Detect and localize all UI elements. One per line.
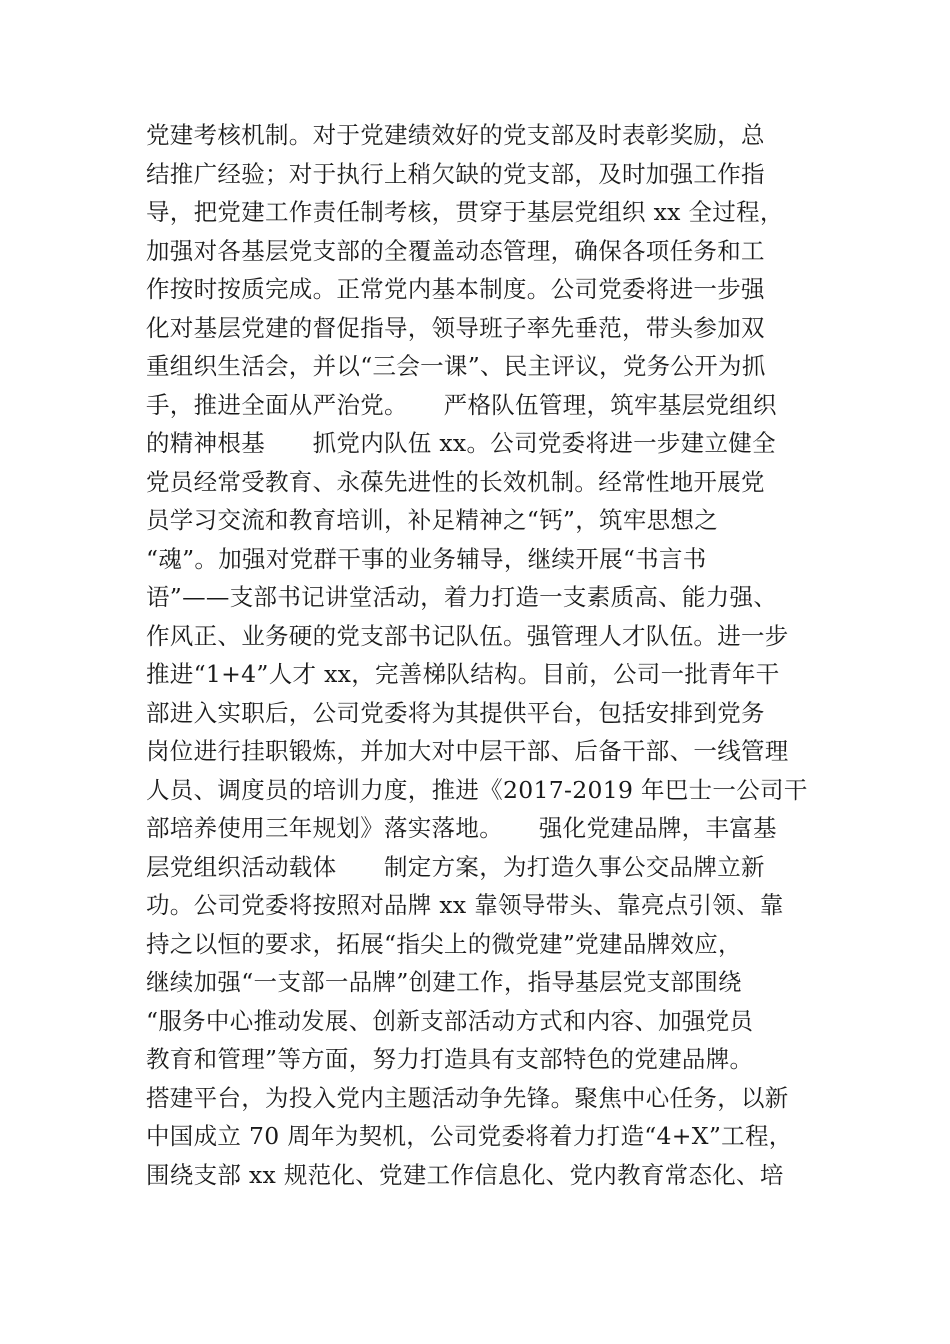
- text-line: 部进入实职后，公司党委将为其提供平台，包括安排到党务: [146, 698, 765, 727]
- text-line: 加强对各基层党支部的全覆盖动态管理，确保各项任务和工: [146, 236, 765, 265]
- text-line: 人员、调度员的培训力度，推进《2017-2019 年巴士一公司干: [146, 775, 808, 804]
- text-line: 功。公司党委将按照对品牌 xx 靠领导带头、靠亮点引领、靠: [146, 891, 784, 919]
- text-line: 围绕支部 xx 规范化、党建工作信息化、党内教育常态化、培: [146, 1160, 784, 1189]
- text-line: 岗位进行挂职锻炼，并加大对中层干部、后备干部、一线管理: [146, 737, 789, 765]
- text-line: 作按时按质完成。正常党内基本制度。公司党委将进一步强: [146, 275, 765, 303]
- text-line: 层党组织活动载体 制定方案，为打造久事公交品牌立新: [146, 852, 765, 881]
- text-line: 化对基层党建的督促指导，领导班子率先垂范，带头参加双: [146, 313, 765, 342]
- text-line: 导，把党建工作责任制考核，贯穿于基层党组织 xx 全过程，: [146, 198, 784, 226]
- text-line: 继续加强“一支部一品牌”创建工作，指导基层党支部围绕: [146, 968, 742, 996]
- text-line: 作风正、业务硬的党支部书记队伍。强管理人才队伍。进一步: [146, 621, 789, 650]
- text-line: 教育和管理”等方面，努力打造具有支部特色的党建品牌。: [146, 1045, 754, 1073]
- text-line: 推进“1+4”人才 xx，完善梯队结构。目前，公司一批青年干: [146, 660, 780, 688]
- text-line: 党建考核机制。对于党建绩效好的党支部及时表彰奖励，总: [146, 121, 765, 149]
- text-line: 的精神根基 抓党内队伍 xx。公司党委将进一步建立健全: [146, 429, 776, 457]
- text-line: 手，推进全面从严治党。 严格队伍管理，筑牢基层党组织: [146, 390, 777, 419]
- text-line: 语”——支部书记讲堂活动，着力打造一支素质高、能力强、: [146, 583, 778, 611]
- text-line: 搭建平台，为投入党内主题活动争先锋。聚焦中心任务，以新: [146, 1083, 789, 1112]
- text-line: “魂”。加强对党群干事的业务辅导，继续开展“书言书: [146, 544, 707, 573]
- text-line: 中国成立 70 周年为契机，公司党委将着力打造“4+X”工程，: [146, 1122, 793, 1150]
- text-line: “服务中心推动发展、创新支部活动方式和内容、加强党员: [146, 1006, 754, 1035]
- body-text: [146, 116, 816, 1194]
- text-line: 党员经常受教育、永葆先进性的长效机制。经常性地开展党: [146, 467, 765, 496]
- text-line: 持之以恒的要求，拓展“指尖上的微党建”党建品牌效应，: [146, 929, 742, 958]
- text-line: 重组织生活会，并以“三会一课”、民主评议，党务公开为抓: [146, 352, 766, 380]
- text-line: 结推广经验；对于执行上稍欠缺的党支部，及时加强工作指: [146, 159, 765, 188]
- text-line: 员学习交流和教育培训，补足精神之“钙”，筑牢思想之: [146, 506, 719, 534]
- text-line: 部培养使用三年规划》落实落地。 强化党建品牌，丰富基: [146, 814, 777, 842]
